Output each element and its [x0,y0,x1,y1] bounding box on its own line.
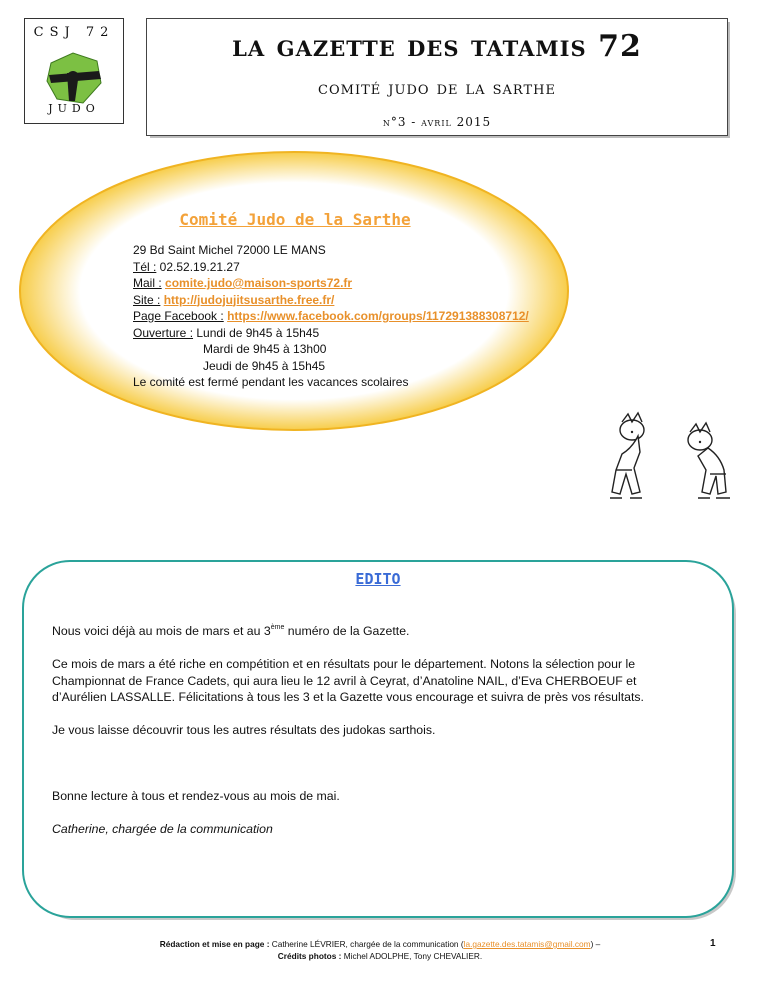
contact-block [133,242,529,391]
judo-belt-logo-icon [43,49,105,107]
hours-thursday: Jeudi de 9h45 à 15h45 [203,358,326,373]
logo-bottom-text: JUDO [48,102,100,115]
mail-link[interactable]: comite.judo@maison-sports72.fr [165,276,353,290]
site-label: Site : [133,292,161,307]
mail-label: Mail : [133,276,162,290]
contact-site-line [133,292,529,309]
csj72-logo [24,18,124,124]
edito-p1-start: Nous voici déjà au mois de mars et au 3 [52,624,271,638]
redaction-end: ) – [590,939,601,949]
tel-value: 02.52.19.21.27 [156,259,240,274]
edito-paragraph-1 [52,620,692,640]
edito-p1-sup: ème [270,624,285,631]
gazette-subtitle: comité judo de la sarthe [318,77,556,99]
edito-paragraph-2: Ce mois de mars a été riche en compétition et en résultats pour le département. Notons la sélection pour le Championnat de France Cadets, qui aura lieu le 12 avril à Ceyrat, d’Anatoline NAIL, d’Eva CHERBOEUF et d’Aurélien LASSALLE. Félicitations à tous les 3 et la Gazette vous encourage et suivra de près vos résultats. [52,657,644,704]
footer-credits-line [100,950,660,962]
issue-number: n°3 - avril 2015 [382,115,492,129]
contact-title: Comité Judo de la Sarthe [179,210,411,229]
edito-text [52,620,692,854]
redaction-label: Rédaction et mise en page : [159,939,270,949]
hours-label: Ouverture : [133,325,194,340]
judokas-bowing-illustration [592,408,752,518]
redaction-text: Catherine LÉVRIER, chargée de la communication ( [269,939,464,949]
footer [100,938,660,962]
closing-note: Le comité est fermé pendant les vacances scolaires [133,375,409,389]
edito-paragraph-4: Bonne lecture à tous et rendez-vous au mois de mai. [52,789,340,803]
tel-label: Tél : [133,259,157,274]
facebook-label: Page Facebook : [133,309,224,323]
contact-mail-line [133,275,529,292]
edito-title: EDITO [355,570,401,588]
edito-p1-end: numéro de la Gazette. [284,624,410,638]
redaction-mail-link[interactable]: la.gazette.des.tatamis@gmail.com [463,939,591,949]
credits-label: Crédits photos : [277,951,342,961]
edito-paragraph-3: Je vous laisse découvrir tous les autres résultats des judokas sarthois. [52,723,436,737]
contact-hours-line [133,325,529,342]
facebook-link[interactable]: https://www.facebook.com/groups/117291388308712/ [227,309,529,323]
site-link[interactable]: http://judojujitsusarthe.free.fr/ [163,292,335,307]
contact-address: 29 Bd Saint Michel 72000 LE MANS [133,243,326,257]
edito-signature: Catherine, chargée de la communication [52,822,273,836]
contact-tel-line [133,259,529,276]
hours-tuesday: Mardi de 9h45 à 13h00 [203,342,327,356]
contact-facebook-line [133,308,529,325]
logo-top-text: CSJ 72 [33,25,115,40]
gazette-title: la gazette des tatamis 72 [232,29,642,64]
page-number: 1 [710,938,716,949]
hours-monday: Lundi de 9h45 à 15h45 [196,325,320,340]
credits-text: Michel ADOLPHE, Tony CHEVALIER. [341,951,483,961]
footer-redaction-line [100,938,660,950]
header-box [146,18,728,136]
